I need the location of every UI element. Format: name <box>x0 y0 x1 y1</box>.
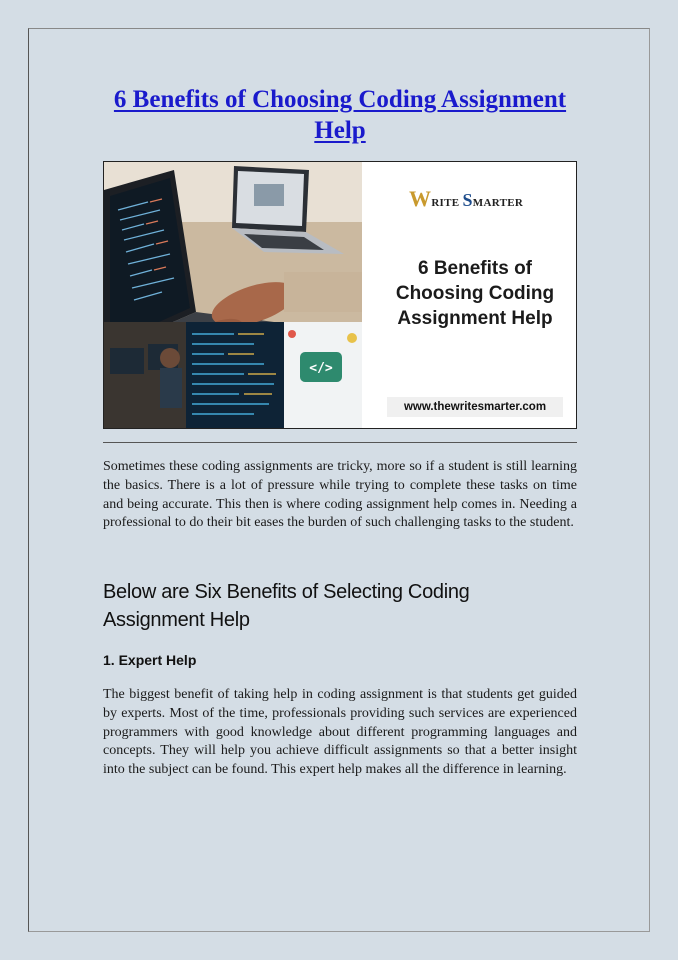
title-link[interactable]: 6 Benefits of Choosing Coding Assignment Help <box>113 86 567 144</box>
intro-paragraph: Sometimes these coding assignments are tricky, more so if a student is still learning the basics. There is a lot of pressure while trying to complete these tasks on time and being accurate. This then is where coding assignment help comes in. Needing a professional to do their bit eases the burden of such challenging tasks to the student. <box>103 459 577 531</box>
svg-text:</>: </> <box>309 361 333 376</box>
banner-heading: 6 Benefits of Choosing Coding Assignment Help <box>395 258 555 329</box>
page-title <box>103 84 577 146</box>
divider <box>103 442 577 443</box>
subheading-expert-help: 1. Expert Help <box>103 652 197 668</box>
section-heading: Below are Six Benefits of Selecting Coding Assignment Help <box>103 581 470 631</box>
hero-banner <box>103 161 577 429</box>
brand-logo: WRITE SMARTER <box>409 186 524 211</box>
expert-help-paragraph: The biggest benefit of taking help in coding assignment is that students get guided by experts. Most of the time, professionals providing such services are experienced programmers with good knowledge about different programming languages and concepts. They will help you achieve difficult assignments so that a better insight into the subject can be found. This expert help makes all the difference in learning. <box>103 687 577 778</box>
website-url: www.thewritesmarter.com <box>387 397 563 417</box>
coding-collage-image <box>104 162 362 428</box>
